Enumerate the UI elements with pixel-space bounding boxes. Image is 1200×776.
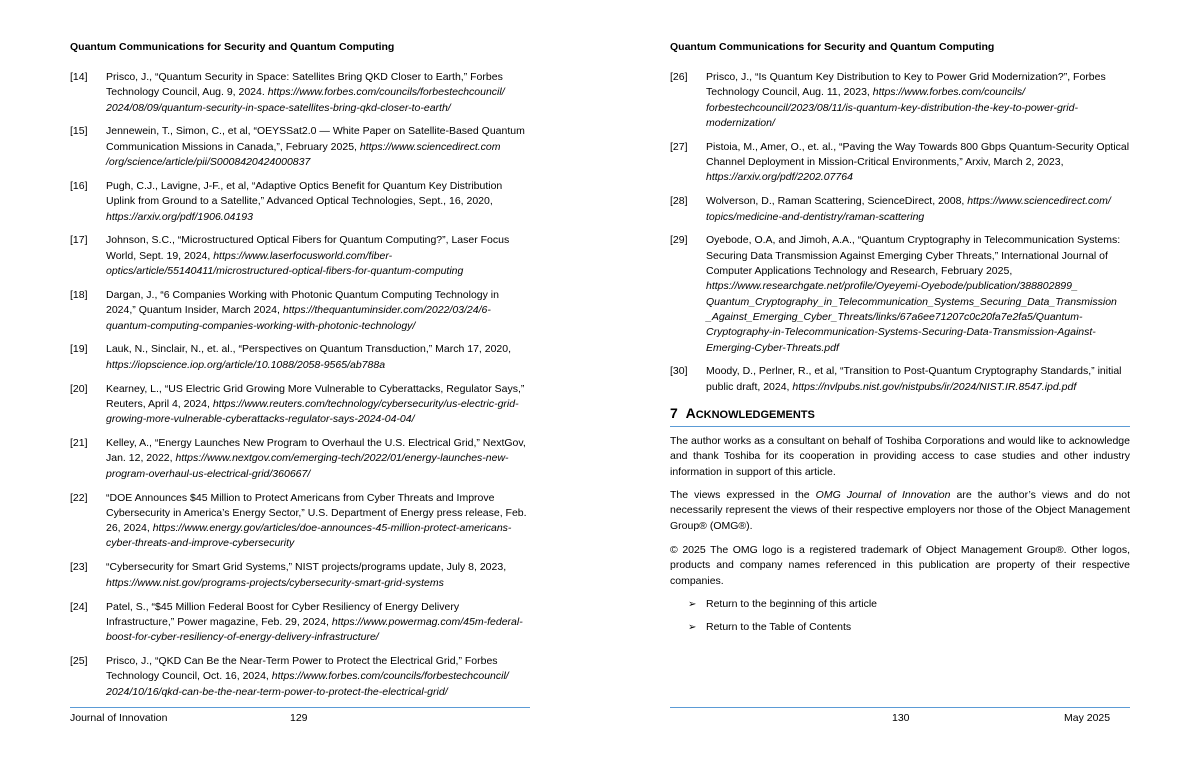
reference-citation: Oyebode, O.A, and Jimoh, A.A., “Quantum Cryptography in Telecommunication Systems: Securing Data Transmission Against Emerging Cyber Threats,” International Journal of Computer Applications Technology and Research, February 2025, xyxy=(706,234,1121,278)
reference-item xyxy=(670,70,1130,131)
reference-item xyxy=(70,124,530,170)
reference-number: [18] xyxy=(70,288,88,301)
reference-text xyxy=(106,124,530,170)
views-text-a: The views expressed in the xyxy=(670,489,816,501)
reference-text xyxy=(106,654,530,700)
reference-number: [30] xyxy=(670,365,688,378)
journal-name: Journal of Innovation xyxy=(70,712,168,724)
reference-item xyxy=(70,342,530,373)
reference-item xyxy=(70,288,530,334)
reference-item xyxy=(70,70,530,116)
reference-number: [28] xyxy=(670,195,688,208)
reference-item xyxy=(670,233,1130,355)
reference-text xyxy=(106,70,530,116)
reference-text xyxy=(706,364,1130,395)
section-number: 7 xyxy=(670,405,678,421)
reference-url[interactable]: https://www.forbes.com/councils/forbestechcouncil/ 2024/10/16/qkd-can-be-the-near-term-power-to-protect-the-electrical-grid/ xyxy=(106,670,509,698)
reference-citation: Pistoia, M., Amer, O., et. al., “Paving the Way Towards 800 Gbps Quantum-Security Optical Channel Deployment in Mission-Critical Environments,” Arxiv, March 2, 2023, xyxy=(706,140,1130,169)
reference-item xyxy=(670,364,1130,395)
reference-text xyxy=(106,233,530,279)
reference-citation: Patel, S., “$45 Million Federal Boost for Cyber Resiliency of Energy Delivery Infrastructure,” Power magazine, Feb. 29, 2024, xyxy=(106,600,460,628)
issue-date: May 2025 xyxy=(1064,712,1111,724)
reference-citation: Prisco, J., “QKD Can Be the Near-Term Power to Protect the Electrical Grid,” Forbes Technology Council, Oct. 16, 2024, xyxy=(106,655,498,683)
reference-citation: Jennewein, T., Simon, C., et al, “OEYSSat2.0 — White Paper on Satellite-Based Quantum Communication Missions in Canada,”, February 2025, xyxy=(106,125,525,153)
reference-item xyxy=(70,654,530,700)
reference-item xyxy=(70,560,530,591)
reference-url[interactable]: https://www.energy.gov/articles/doe-announces-45-million-protect-americans-cyber-threats-and-improve-cybersecurity xyxy=(106,522,512,550)
reference-item xyxy=(70,233,530,279)
reference-url[interactable]: https://thequantuminsider.com/2022/03/24/6-quantum-computing-companies-working-with-photonic-technology/ xyxy=(106,304,491,332)
reference-text xyxy=(106,179,530,225)
reference-url[interactable]: https://www.researchgate.net/profile/Oyeyemi-Oyebode/publication/388802899_ Quantum_Cryptography_in_Telecommunication_Systems_Securing_Data_Transmission _Against_Emerging_Cyber_Threats/links/67a6ee71207c0c20fa7e2fa5/Quantum-Cryptography-in-Telecommunication-Systems-Securing-Data-Transmission-Against-Emerging-Cyber-Threats.pdf xyxy=(706,280,1117,354)
reference-number: [26] xyxy=(670,71,688,83)
reference-number: [22] xyxy=(70,491,88,504)
reference-text xyxy=(106,491,530,552)
reference-citation: Prisco, J., “Quantum Security in Space: Satellites Bring QKD Closer to Earth,” Forbes Technology Council, Aug. 9, 2024. xyxy=(106,71,503,99)
reference-citation: Kearney, L., “US Electric Grid Growing More Vulnerable to Cyberattacks, Regulator Says,” Reuters, April 4, 2024, xyxy=(106,382,525,410)
reference-text xyxy=(106,342,530,373)
reference-url[interactable]: https://www.forbes.com/councils/ forbestechcouncil/2023/08/11/is-quantum-key-distribution-the-key-to-power-grid-modernization/ xyxy=(706,86,1078,129)
reference-number: [25] xyxy=(70,655,88,668)
journal-title: OMG Journal of Innovation xyxy=(815,489,951,501)
footer-rule xyxy=(70,707,530,708)
trademark-paragraph: © 2025 The OMG logo is a registered trademark of Object Management Group®. Other logos, products and company names referenced in this publication are property of their respective companies. xyxy=(670,544,1130,587)
reference-url[interactable]: https://arxiv.org/pdf/1906.04193 xyxy=(106,210,253,223)
reference-citation: “Cybersecurity for Smart Grid Systems,” NIST projects/programs update, July 8, 2023, xyxy=(106,561,507,574)
reference-url[interactable]: https://www.powermag.com/45m-federal-boost-for-cyber-resiliency-of-energy-delivery-infrastructure/ xyxy=(106,615,523,644)
running-header: Quantum Communications for Security and Quantum Computing xyxy=(670,41,995,53)
reference-number: [21] xyxy=(70,437,88,450)
reference-url[interactable]: https://arxiv.org/pdf/2202.07764 xyxy=(706,171,853,184)
reference-list xyxy=(70,70,530,709)
reference-url[interactable]: https://www.nist.gov/programs-projects/cybersecurity-smart-grid-systems xyxy=(106,576,444,589)
reference-number: [24] xyxy=(70,600,88,613)
reference-url[interactable]: https://iopscience.iop.org/article/10.1088/2058-9565/ab788a xyxy=(106,358,386,371)
footer-rule xyxy=(670,707,1130,708)
reference-number: [29] xyxy=(670,234,688,247)
running-header: Quantum Communications for Security and Quantum Computing xyxy=(70,41,395,53)
section-heading xyxy=(670,405,1130,427)
reference-url[interactable]: https://www.reuters.com/technology/cybersecurity/us-electric-grid-growing-more-vulnerable-cyberattacks-regulator-says-2024-04-04/ xyxy=(106,397,519,426)
reference-url[interactable]: https://www.sciencedirect.com /org/science/article/pii/S0008420424000837 xyxy=(106,140,501,169)
reference-item xyxy=(70,491,530,552)
reference-item xyxy=(670,194,1130,225)
reference-number: [20] xyxy=(70,382,88,395)
reference-citation: Wolverson, D., Raman Scattering, ScienceDirect, 2008, xyxy=(706,195,968,208)
views-paragraph xyxy=(670,488,1130,534)
return-to-article-link[interactable] xyxy=(688,598,877,610)
reference-item xyxy=(670,140,1130,186)
reference-citation: Pugh, C.J., Lavigne, J-F., et al, “Adaptive Optics Benefit for Quantum Key Distribution Uplink from Ground to a Satellite,” Advanced Optical Technologies, Sept., 16, 2020, xyxy=(106,179,503,208)
reference-text xyxy=(706,194,1130,225)
reference-item xyxy=(70,600,530,646)
reference-number: [14] xyxy=(70,71,88,83)
reference-number: [27] xyxy=(670,140,688,153)
reference-url[interactable]: https://www.forbes.com/councils/forbestechcouncil/ 2024/08/09/quantum-security-in-space-satellites-bring-qkd-closer-to-earth/ xyxy=(106,86,505,114)
reference-text xyxy=(106,288,530,334)
page-number: 129 xyxy=(290,712,308,724)
arrow-bullet-icon: ➢ xyxy=(688,599,697,610)
reference-url[interactable]: https://www.laserfocusworld.com/fiber-optics/article/55140411/microstructured-optical-fibers-for-quantum-computing xyxy=(106,249,464,278)
reference-number: [23] xyxy=(70,561,88,574)
section-title-rest: CKNOWLEDGEMENTS xyxy=(695,409,815,421)
reference-text xyxy=(106,600,530,646)
reference-citation: Dargan, J., “6 Companies Working with Photonic Quantum Computing Technology in 2024,” Quantum Insider, March 2024, xyxy=(106,288,499,317)
reference-citation: Kelley, A., “Energy Launches New Program to Overhaul the U.S. Electrical Grid,” NextGov, Jan. 12, 2022, xyxy=(106,437,526,465)
reference-text xyxy=(106,560,530,591)
views-text-b: are the author’s views and do not necessarily represent the views of their respective employers nor those of the Object Management Group® (OMG®). xyxy=(670,489,1130,532)
link-label: Return to the Table of Contents xyxy=(706,621,852,633)
reference-number: [16] xyxy=(70,179,88,192)
reference-number: [19] xyxy=(70,343,88,356)
reference-item xyxy=(70,179,530,225)
reference-number: [17] xyxy=(70,234,88,247)
return-to-toc-link[interactable] xyxy=(688,621,851,633)
reference-url[interactable]: https://www.nextgov.com/emerging-tech/2022/01/energy-launches-new-program-overhaul-us-electrical-grid/360667/ xyxy=(106,452,509,480)
acknowledgement-paragraph: The author works as a consultant on behalf of Toshiba Corporations and would like to acknowledge and thank Toshiba for its cooperation in providing access to case studies and other industry information in support of this article. xyxy=(670,435,1130,478)
reference-text xyxy=(106,436,530,482)
reference-citation: Johnson, S.C., “Microstructured Optical Fibers for Quantum Computing?”, Laser Focus World, Sept. 19, 2024, xyxy=(106,234,510,262)
right-page xyxy=(600,0,1200,776)
reference-citation: Prisco, J., “Is Quantum Key Distribution to Key to Power Grid Modernization?”, Forbes Technology Council, Aug. 11, 2023, xyxy=(706,71,1106,99)
reference-url[interactable]: https://nvlpubs.nist.gov/nistpubs/ir/2024/NIST.IR.8547.ipd.pdf xyxy=(792,380,1077,393)
reference-number: [15] xyxy=(70,125,88,138)
arrow-bullet-icon: ➢ xyxy=(688,622,697,633)
reference-text xyxy=(706,140,1130,186)
reference-item xyxy=(70,436,530,482)
reference-citation: “DOE Announces $45 Million to Protect Americans from Cyber Threats and Improve Cybersecurity in America’s Energy Sector,” U.S. Department of Energy press release, Feb. 26, 2024, xyxy=(106,491,527,535)
reference-item xyxy=(70,382,530,428)
reference-url[interactable]: https://www.sciencedirect.com/ topics/medicine-and-dentistry/raman-scattering xyxy=(706,195,1111,223)
link-label: Return to the beginning of this article xyxy=(706,598,878,610)
section-title-initial: A xyxy=(685,405,696,421)
reference-text xyxy=(706,70,1130,131)
reference-citation: Lauk, N., Sinclair, N., et. al., “Perspectives on Quantum Transduction,” March 17, 2020, xyxy=(106,343,512,356)
page-number: 130 xyxy=(892,712,910,724)
reference-list xyxy=(670,70,1130,404)
reference-text xyxy=(106,382,530,428)
reference-citation: Moody, D., Perlner, R., et al, “Transition to Post-Quantum Cryptography Standards,” initial public draft, 2024, xyxy=(706,365,1122,393)
reference-text xyxy=(706,233,1130,355)
